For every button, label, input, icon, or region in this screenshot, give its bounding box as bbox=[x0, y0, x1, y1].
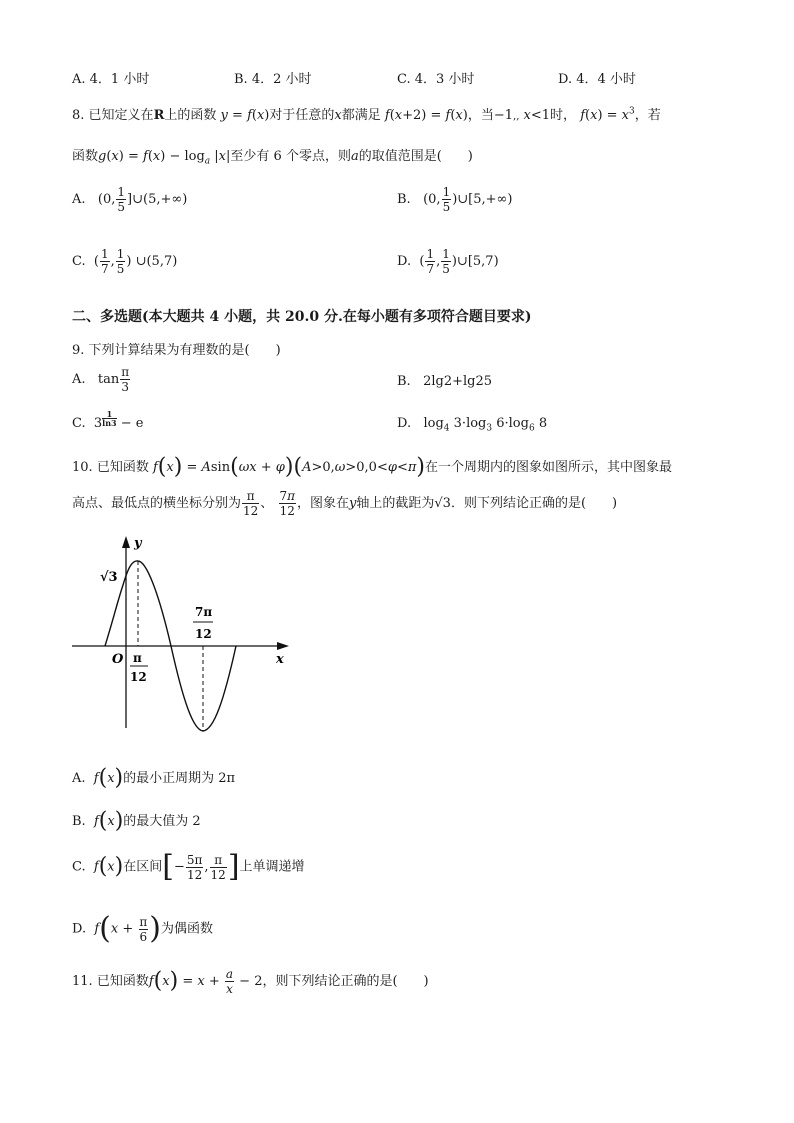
q9-option-c: C. 3 $\frac{1}{\ln 3}$ − e bbox=[72, 409, 144, 431]
sqrt3-label: √3 bbox=[100, 570, 118, 585]
seven-pi12-den: 12 bbox=[195, 627, 212, 641]
y-axis-label: y bbox=[134, 536, 142, 551]
q10-option-b: B. f(x)的最大值为 2 bbox=[72, 808, 201, 834]
q9-stem: 9. 下列计算结果为有理数的是( ) bbox=[72, 343, 281, 358]
q10-option-a: A. f(x)的最小正周期为 2π bbox=[72, 765, 236, 791]
q9-option-b: B. 2lg2+lg25 bbox=[397, 374, 493, 389]
q10-stem-line1: 10. 已知函数 f(x) = Asin(ωx + φ)(A>0,ω>0,0<φ<π)在一个周期内的图象如图所示，其中图象最 bbox=[72, 454, 673, 480]
q9-option-d: D. $\log_4 3\cdot\log_3$ $6\cdot\log_6$ 8 bbox=[397, 416, 548, 434]
q7-option-b: B. 4．2 小时 bbox=[234, 72, 312, 87]
q10-option-d: D. f(x + $\frac{\pi}{6}$ )为偶函数 bbox=[72, 911, 214, 946]
pi12-num: π bbox=[133, 651, 142, 665]
q9-option-a: A. tan $\frac{\pi}{3}$ bbox=[72, 365, 130, 394]
q10-option-c: C. f(x)在区间[− $\frac{5\pi}{12}$ , $\frac{\pi}{12}$ ]上单调递增 bbox=[72, 849, 305, 884]
sine-graph bbox=[68, 530, 293, 735]
q8-option-c: C. ( $\frac{1}{7}$ , $\frac{1}{5}$ ) ∪(5,7) bbox=[72, 247, 178, 276]
q8-stem-line1: 8. 已知定义在R上的函数 y = f(x)对于任意的x都满足 f(x+2) = f(x)，当−1,, x<1时， $f(x) = x^3$，若 bbox=[72, 106, 661, 123]
q8-option-a: A. (0, $\frac{1}{5}$ ]∪(5,+∞) bbox=[72, 185, 188, 214]
origin-label: O bbox=[112, 652, 124, 667]
q10-stem-line2: 高点、最低点的横坐标分别为 $\frac{\pi}{12}$ 、 $\frac{7\pi}{12}$ ，图象在y轴上的截距为√3．则下列结论正确的是( ) bbox=[72, 489, 618, 518]
section2-title: 二、多选题(本大题共 4 小题，共 20.0 分.在每小题有多项符合题目要求) bbox=[72, 309, 532, 325]
seven-pi12-num: 7π bbox=[195, 605, 213, 619]
x-axis-arrow bbox=[277, 642, 289, 650]
pi12-den: 12 bbox=[130, 670, 147, 684]
q8-stem-line2: 函数$g(x) = f(x) - \log_a |x|$至少有 6 个零点，则a的取值范围是( ) bbox=[72, 149, 473, 167]
x-axis-label: x bbox=[276, 652, 284, 667]
q7-option-c: C. 4．3 小时 bbox=[397, 72, 475, 87]
y-axis-arrow bbox=[122, 536, 130, 548]
q7-option-a: A. 4．1 小时 bbox=[72, 72, 150, 87]
q8-option-b: B. (0, $\frac{1}{5}$ )∪[5,+∞) bbox=[397, 185, 513, 214]
q7-option-d: D. 4．4 小时 bbox=[558, 72, 636, 87]
q8-option-d: D. ( $\frac{1}{7}$ , $\frac{1}{5}$ )∪[5,7) bbox=[397, 247, 499, 276]
q11-stem: 11. 已知函数f(x) = x + $\frac{a}{x}$ − 2，则下列结论正确的是( ) bbox=[72, 967, 429, 996]
